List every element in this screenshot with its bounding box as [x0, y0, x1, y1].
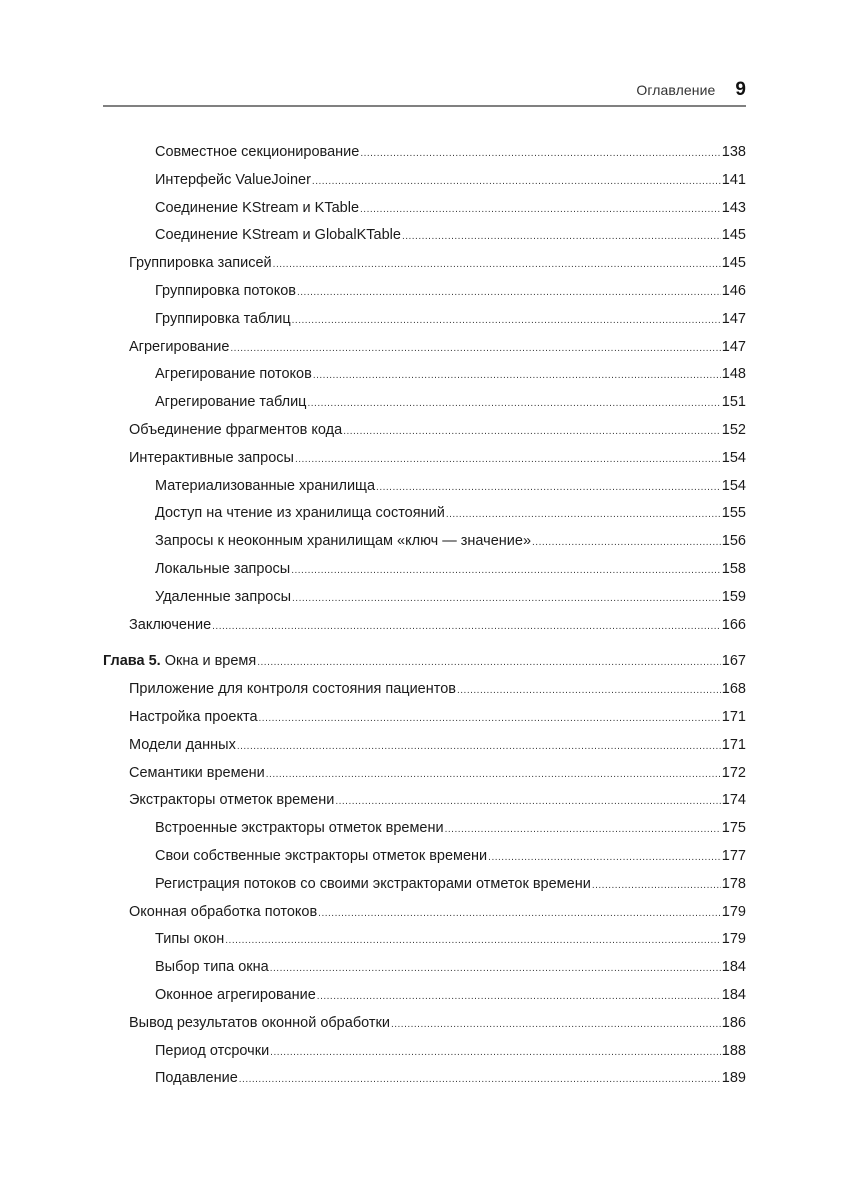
toc-entry-title: Интерфейс ValueJoiner: [155, 171, 311, 188]
toc-entry-title: Интерактивные запросы: [129, 449, 294, 466]
toc-entry-title: Встроенные экстракторы отметок времени: [155, 820, 444, 837]
toc-entry-page: 145: [721, 255, 746, 272]
toc-entry-page: 179: [721, 903, 746, 920]
toc-entry-title: Модели данных: [129, 736, 236, 753]
toc-entry-title: Агрегирование потоков: [155, 366, 312, 383]
dot-leader: [225, 927, 721, 955]
toc-entry-page: 172: [721, 764, 746, 781]
toc-entry-title: Оконная обработка потоков: [129, 903, 318, 920]
toc-entry: [103, 139, 746, 167]
table-of-contents: [103, 139, 746, 1093]
toc-entry-page: 145: [721, 227, 746, 244]
toc-entry: [103, 222, 746, 250]
toc-entry-page: 148: [721, 366, 746, 383]
toc-entry-title: Подавление: [155, 1070, 238, 1087]
toc-entry-title: Группировка записей: [129, 255, 272, 272]
toc-entry-page: 143: [721, 199, 746, 216]
toc-entry: [103, 732, 746, 760]
toc-entry: [103, 1038, 746, 1066]
toc-entry: [103, 899, 746, 927]
toc-entry: [103, 528, 746, 556]
dot-leader: [237, 733, 721, 761]
dot-leader: [273, 251, 721, 279]
toc-entry-title: Оконное агрегирование: [155, 986, 316, 1003]
running-header: [103, 76, 746, 104]
toc-entry-title: Объединение фрагментов кода: [129, 421, 343, 438]
toc-entry-page: 178: [721, 875, 746, 892]
chapter-label: Глава 5.: [103, 653, 161, 670]
dot-leader: [270, 1039, 721, 1067]
toc-entry: [103, 389, 746, 417]
toc-entry-title: Группировка потоков: [155, 282, 296, 299]
dot-leader: [488, 844, 721, 872]
toc-entry-title: Агрегирование таблиц: [155, 394, 307, 411]
dot-leader: [343, 418, 721, 446]
toc-entry-page: 184: [721, 959, 746, 976]
toc-entry-title: Соединение KStream и KTable: [155, 199, 360, 216]
toc-entry-title: Типы окон: [155, 931, 225, 948]
toc-entry-page: 158: [721, 560, 746, 577]
toc-entry-page: 147: [721, 338, 746, 355]
toc-entry: [103, 954, 746, 982]
toc-entry-page: 167: [721, 653, 746, 670]
dot-leader: [266, 761, 721, 789]
toc-entry: [103, 676, 746, 704]
header-divider: [103, 105, 746, 107]
toc-entry: [103, 871, 746, 899]
toc-entry: [103, 704, 746, 732]
dot-leader: [297, 279, 721, 307]
toc-entry-title: Совместное секционирование: [155, 144, 360, 160]
dot-leader: [457, 677, 721, 705]
toc-entry-title: Заключение: [129, 616, 212, 633]
toc-entry: [103, 556, 746, 584]
toc-entry-page: 154: [721, 477, 746, 494]
toc-entry: [103, 612, 746, 640]
toc-entry-title: Доступ на чтение из хранилища состояний: [155, 505, 445, 522]
toc-entry-title: Вывод результатов оконной обработки: [129, 1014, 390, 1031]
toc-entry: [103, 815, 746, 843]
toc-entry-page: 155: [721, 505, 746, 522]
toc-entry: [103, 306, 746, 334]
dot-leader: [295, 446, 721, 474]
dot-leader: [291, 557, 721, 585]
toc-entry-page: 156: [721, 533, 746, 550]
dot-leader: [335, 788, 720, 816]
toc-entry-title: Материализованные хранилища: [155, 477, 376, 494]
toc-entry: [103, 1065, 746, 1093]
toc-entry: [103, 787, 746, 815]
toc-entry-page: 175: [721, 820, 746, 837]
toc-entry-title: Свои собственные экстракторы отметок времени: [155, 847, 488, 864]
toc-entry: [103, 278, 746, 306]
toc-entry-page: 186: [721, 1014, 746, 1031]
toc-entry-page: 179: [721, 931, 746, 948]
toc-entry-page: 166: [721, 616, 746, 633]
dot-leader: [376, 474, 721, 502]
toc-entry: [103, 500, 746, 528]
dot-leader: [317, 983, 721, 1011]
toc-entry: [103, 250, 746, 278]
toc-entry-title: Экстракторы отметок времени: [129, 792, 335, 809]
toc-entry-title: Агрегирование: [129, 338, 230, 355]
toc-entry-title: Семантики времени: [129, 764, 265, 781]
toc-entry-title: [103, 648, 256, 676]
dot-leader: [292, 585, 721, 613]
toc-entry-title: Соединение KStream и GlobalKTable: [155, 227, 401, 244]
dot-leader: [445, 816, 721, 844]
toc-entry-page: 171: [721, 736, 746, 753]
dot-leader: [312, 168, 721, 196]
toc-entry: [103, 361, 746, 389]
toc-entry-page: 174: [721, 792, 746, 809]
toc-entry-title: Регистрация потоков со своими экстракторами отметок времени: [155, 875, 591, 892]
toc-entry: [103, 167, 746, 195]
toc-entry-page: 188: [721, 1042, 746, 1059]
toc-entry-page: 189: [721, 1070, 746, 1087]
toc-entry-page: 141: [721, 171, 746, 188]
toc-entry-title: Приложение для контроля состояния пациентов: [129, 681, 456, 698]
toc-entry-page: 146: [721, 282, 746, 299]
toc-entry-title: Запросы к неоконным хранилищам «ключ — значение»: [155, 533, 532, 550]
dot-leader: [592, 872, 721, 900]
toc-entry-title: Выбор типа окна: [155, 959, 269, 976]
toc-entry-title: Настройка проекта: [129, 708, 258, 725]
toc-entry-page: 154: [721, 449, 746, 466]
toc-entry-page: 152: [721, 421, 746, 438]
toc-entry: [103, 982, 746, 1010]
toc-entry-page: 168: [721, 681, 746, 698]
toc-entry-title: Локальные запросы: [155, 560, 291, 577]
dot-leader: [307, 390, 720, 418]
page-number: 9: [735, 79, 746, 100]
dot-leader: [446, 501, 721, 529]
toc-entry: [103, 195, 746, 223]
toc-entry-title: Группировка таблиц: [155, 310, 291, 327]
toc-entry-page: 184: [721, 986, 746, 1003]
dot-leader: [360, 196, 721, 224]
toc-entry: [103, 926, 746, 954]
dot-leader: [532, 529, 721, 557]
dot-leader: [230, 335, 720, 363]
toc-entry-title: Удаленные запросы: [155, 588, 292, 605]
dot-leader: [257, 649, 721, 677]
toc-entry-page: 177: [721, 847, 746, 864]
toc-entry: [103, 760, 746, 788]
toc-entry: [103, 473, 746, 501]
toc-entry: [103, 1010, 746, 1038]
dot-leader: [402, 223, 721, 251]
toc-entry-page: 138: [721, 144, 746, 160]
toc-entry: [103, 843, 746, 871]
dot-leader: [360, 140, 720, 168]
dot-leader: [318, 900, 721, 928]
toc-entry-title: Период отсрочки: [155, 1042, 270, 1059]
toc-entry-page: 171: [721, 708, 746, 725]
toc-entry: [103, 417, 746, 445]
toc-entry-page: 159: [721, 588, 746, 605]
toc-entry: [103, 584, 746, 612]
dot-leader: [239, 1066, 721, 1094]
dot-leader: [212, 613, 721, 641]
dot-leader: [259, 705, 721, 733]
dot-leader: [313, 362, 721, 390]
dot-leader: [391, 1011, 721, 1039]
chapter-title: Окна и время: [164, 653, 257, 670]
toc-entry: [103, 445, 746, 473]
dot-leader: [292, 307, 721, 335]
toc-entry: [103, 334, 746, 362]
toc-chapter-entry: [103, 648, 746, 676]
dot-leader: [270, 955, 721, 983]
toc-entry-page: 147: [721, 310, 746, 327]
running-header-title: Оглавление: [636, 82, 716, 98]
toc-entry-page: 151: [721, 394, 746, 411]
